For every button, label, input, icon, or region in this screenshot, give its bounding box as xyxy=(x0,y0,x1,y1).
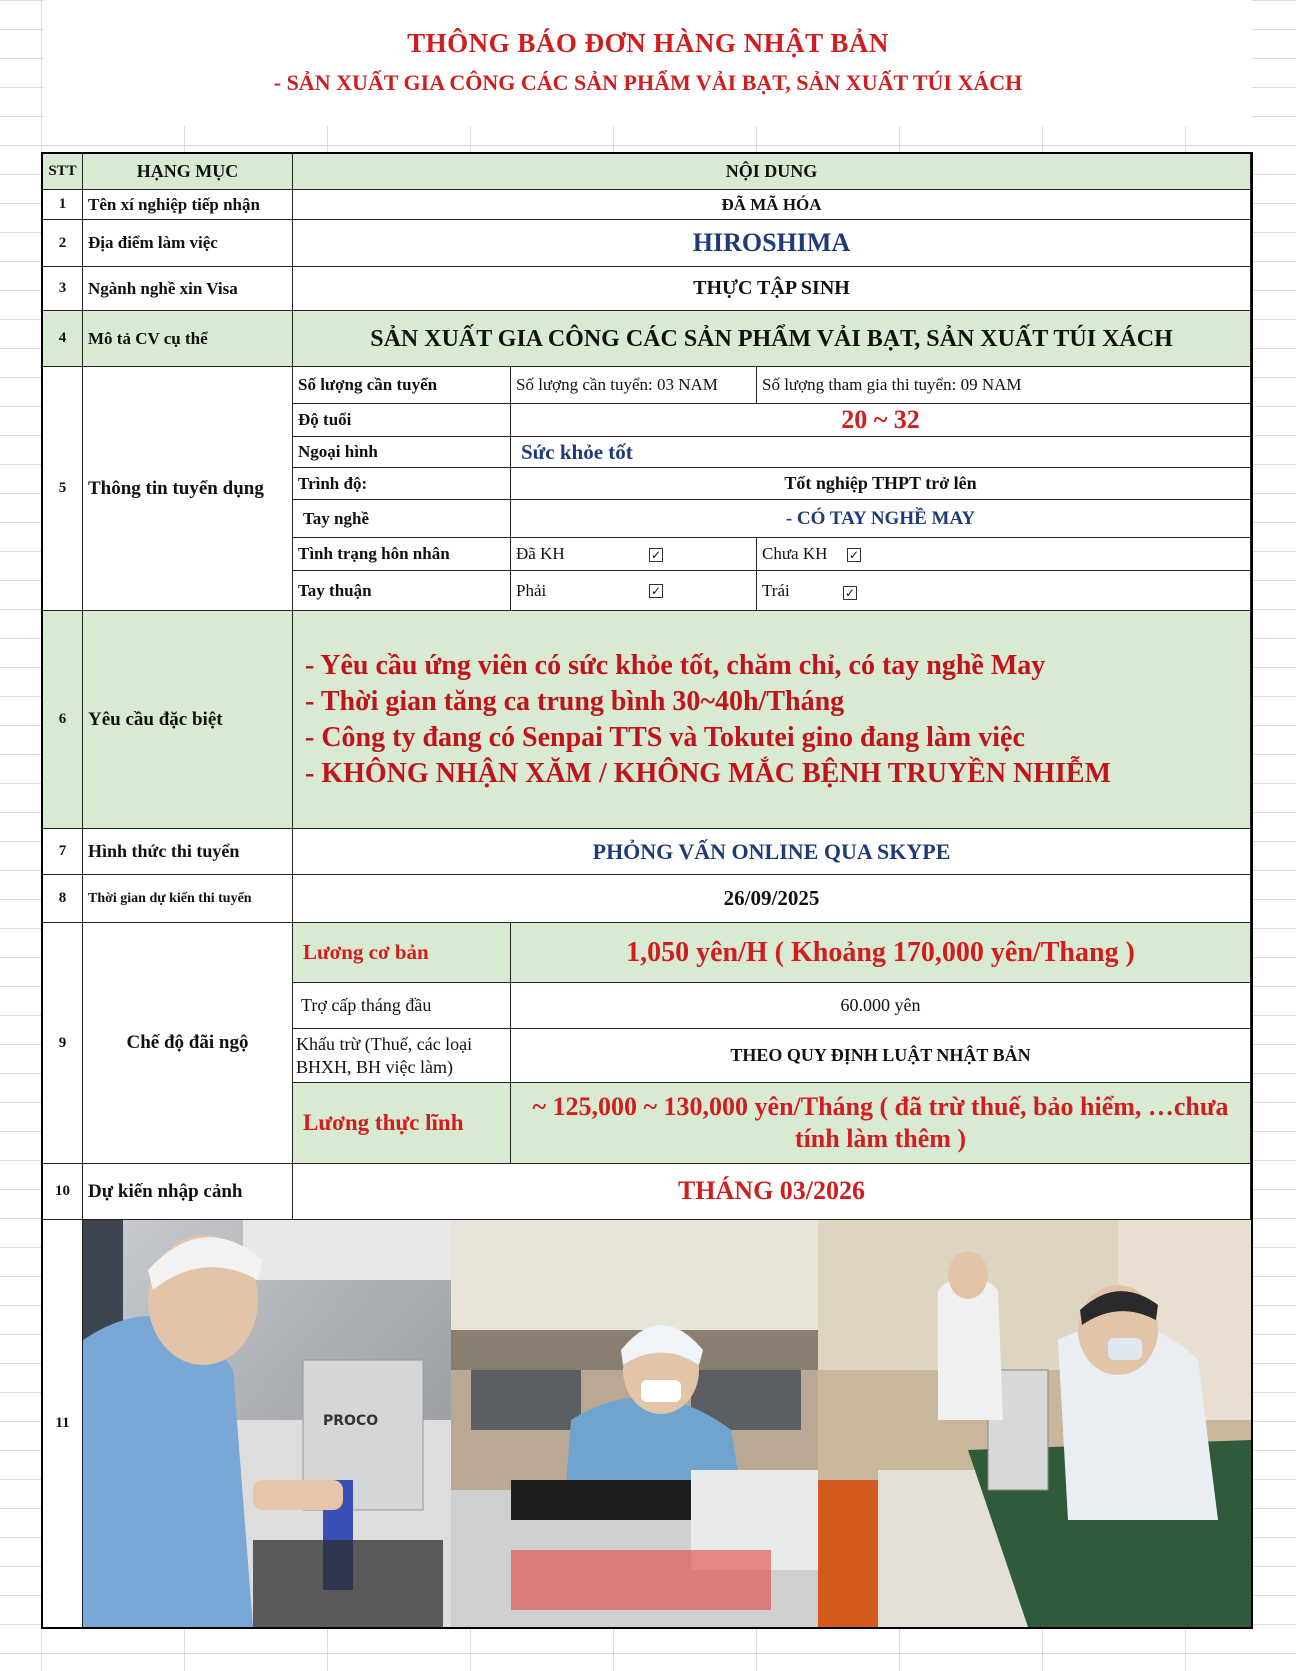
row-10-label: Dự kiến nhập cảnh xyxy=(83,1164,293,1220)
right-hand-option xyxy=(511,571,757,611)
row-4-number: 4 xyxy=(43,311,83,367)
expected-entry-value: THÁNG 03/2026 xyxy=(293,1164,1251,1220)
company-name-value: ĐÃ MÃ HÓA xyxy=(293,190,1251,220)
row-9-number: 9 xyxy=(43,923,83,1164)
work-location-value: HIROSHIMA xyxy=(293,220,1251,267)
workplace-photo-2 xyxy=(451,1220,818,1627)
appearance-value: Sức khỏe tốt xyxy=(511,437,1251,468)
marital-status-label: Tình trạng hôn nhân xyxy=(293,538,511,571)
interview-method-value: PHỎNG VẤN ONLINE QUA SKYPE xyxy=(293,829,1251,875)
single-checkbox-icon: ✓ xyxy=(848,548,860,562)
deduction-label: Khấu trừ (Thuế, các loại BHXH, BH việc làm) xyxy=(293,1029,511,1083)
job-description-value: SẢN XUẤT GIA CÔNG CÁC SẢN PHẨM VẢI BẠT, SẢN XUẤT TÚI XÁCH xyxy=(293,311,1251,367)
visa-category-value: THỰC TẬP SINH xyxy=(293,267,1251,311)
row-7-label: Hình thức thi tuyển xyxy=(83,829,293,875)
marital-married-text: Đã KH xyxy=(516,544,565,564)
right-hand-checkbox-icon: ✓ xyxy=(650,584,662,598)
workplace-photo-1 xyxy=(83,1220,451,1627)
workplace-photos xyxy=(83,1220,1251,1627)
education-label: Trình độ: xyxy=(293,468,511,500)
header-category: HẠNG MỤC xyxy=(83,154,293,190)
quantity-needed: Số lượng cần tuyển: 03 NAM xyxy=(511,367,757,404)
right-hand-text: Phải xyxy=(516,580,547,600)
row-10-number: 10 xyxy=(43,1164,83,1220)
appearance-label: Ngoại hình xyxy=(293,437,511,468)
requirement-item: - KHÔNG NHẬN XĂM / KHÔNG MẮC BỆNH TRUYỀN NHIỄM xyxy=(305,757,1112,789)
job-order-table xyxy=(41,152,1253,1629)
row-8-number: 8 xyxy=(43,875,83,923)
row-4-label: Mô tả CV cụ thể xyxy=(83,311,293,367)
row-1-label: Tên xí nghiệp tiếp nhận xyxy=(83,190,293,220)
age-range-value: 20 ~ 32 xyxy=(511,404,1251,437)
workplace-photo-3 xyxy=(818,1220,1251,1627)
row-2-label: Địa điểm làm việc xyxy=(83,220,293,267)
base-salary-value: 1,050 yên/H ( Khoảng 170,000 yên/Thang ) xyxy=(511,923,1251,983)
base-salary-label: Lương cơ bản xyxy=(293,923,511,983)
net-salary-label: Lương thực lĩnh xyxy=(293,1083,511,1164)
requirement-item: - Công ty đang có Senpai TTS và Tokutei gino đang làm việc xyxy=(305,721,1025,753)
requirement-item: - Thời gian tăng ca trung bình 30~40h/Tháng xyxy=(305,685,845,717)
row-1-number: 1 xyxy=(43,190,83,220)
row-6-label: Yêu cầu đặc biệt xyxy=(83,611,293,829)
row-3-label: Ngành nghề xin Visa xyxy=(83,267,293,311)
left-hand-option xyxy=(757,571,1251,611)
header-content: NỘI DUNG xyxy=(293,154,1251,190)
dominant-hand-label: Tay thuận xyxy=(293,571,511,611)
title-block xyxy=(44,0,1252,126)
first-month-allowance-label: Trợ cấp tháng đầu xyxy=(293,983,511,1029)
age-label: Độ tuổi xyxy=(293,404,511,437)
header-stt: STT xyxy=(43,154,83,190)
quantity-label: Số lượng cần tuyển xyxy=(293,367,511,404)
row-3-number: 3 xyxy=(43,267,83,311)
special-requirements xyxy=(293,611,1251,829)
page-title: THÔNG BÁO ĐƠN HÀNG NHẬT BẢN xyxy=(407,28,889,58)
married-checkbox-icon: ✓ xyxy=(650,548,662,562)
requirement-item: - Yêu cầu ứng viên có sức khỏe tốt, chăm chỉ, có tay nghề May xyxy=(305,649,1046,681)
education-value: Tốt nghiệp THPT trở lên xyxy=(511,468,1251,500)
row-2-number: 2 xyxy=(43,220,83,267)
sewing-worker-photo-2 xyxy=(451,1220,818,1627)
row-7-number: 7 xyxy=(43,829,83,875)
left-hand-checkbox-icon: ✓ xyxy=(844,586,856,600)
machine-brand: PROCO xyxy=(323,1413,379,1429)
row-5-number: 5 xyxy=(43,367,83,611)
quantity-participants: Số lượng tham gia thi tuyển: 09 NAM xyxy=(757,367,1251,404)
marital-married-option xyxy=(511,538,757,571)
row-8-label: Thời gian dự kiến thi tuyển xyxy=(83,875,293,923)
sewing-worker-photo-3 xyxy=(818,1220,1251,1627)
sewing-worker-photo-1 xyxy=(83,1220,451,1627)
row-9-label: Chế độ đãi ngộ xyxy=(83,923,293,1164)
net-salary-value: ~ 125,000 ~ 130,000 yên/Tháng ( đã trừ thuế, bảo hiểm, …chưa tính làm thêm ) xyxy=(511,1083,1251,1164)
first-month-allowance-value: 60.000 yên xyxy=(511,983,1251,1029)
deduction-value: THEO QUY ĐỊNH LUẬT NHẬT BẢN xyxy=(511,1029,1251,1083)
row-5-label: Thông tin tuyển dụng xyxy=(83,367,293,611)
skill-label: Tay nghề xyxy=(293,500,511,538)
row-6-number: 6 xyxy=(43,611,83,829)
row-11-number: 11 xyxy=(43,1220,83,1627)
skill-value: - CÓ TAY NGHỀ MAY xyxy=(511,500,1251,538)
interview-date-value: 26/09/2025 xyxy=(293,875,1251,923)
special-requirements-list xyxy=(293,648,1111,792)
page-subtitle: - SẢN XUẤT GIA CÔNG CÁC SẢN PHẨM VẢI BẠT, SẢN XUẤT TÚI XÁCH xyxy=(273,70,1023,95)
left-hand-text: Trái xyxy=(762,580,790,600)
marital-single-text: Chưa KH xyxy=(762,544,828,564)
marital-single-option xyxy=(757,538,1251,571)
